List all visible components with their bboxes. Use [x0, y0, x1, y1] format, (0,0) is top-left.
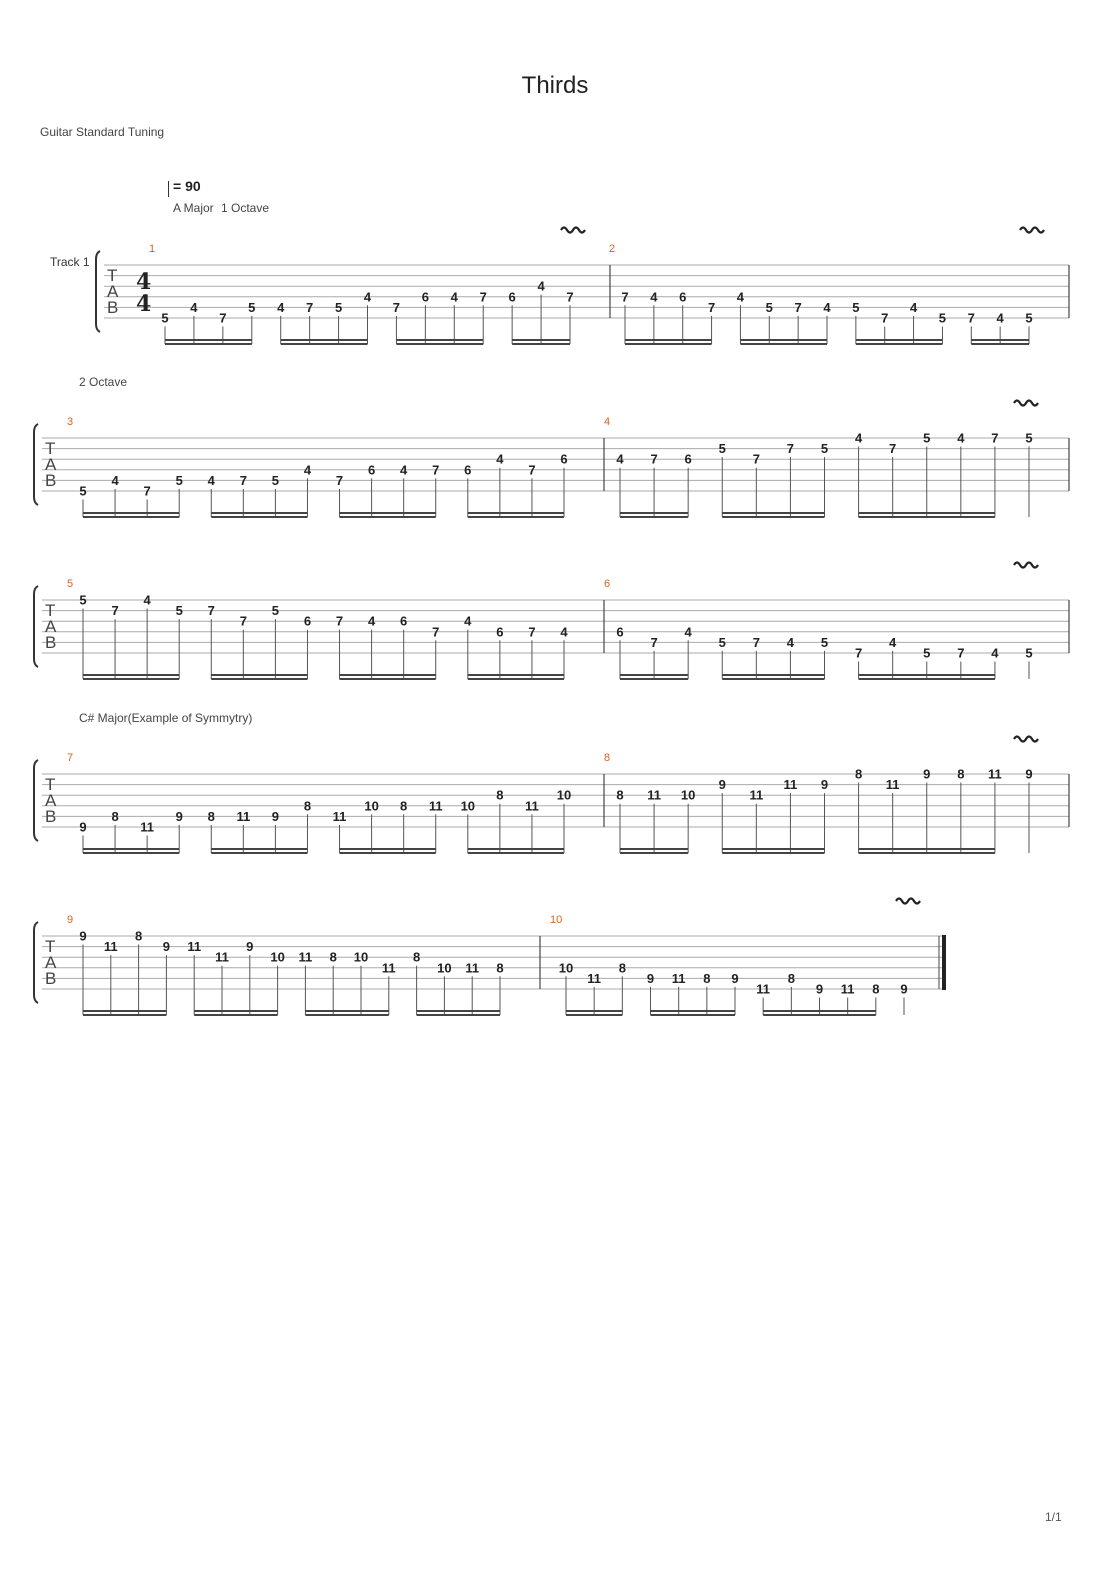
fret-number: 9: [79, 819, 87, 835]
fret-number: 4: [277, 299, 285, 315]
fret-number: 9: [1025, 766, 1033, 782]
fret-number: 10: [364, 798, 379, 814]
fret-number: 4: [616, 451, 624, 467]
fret-number: 9: [815, 981, 824, 997]
measure-number: 9: [67, 914, 74, 926]
fret-number: 7: [752, 451, 760, 467]
fret-number: 11: [988, 766, 1002, 782]
fret-number: 5: [718, 441, 726, 457]
fret-number: 11: [840, 981, 855, 997]
fret-number: 7: [650, 451, 658, 467]
song-title: Thirds: [521, 72, 589, 99]
fret-number: 7: [219, 310, 227, 326]
fret-number: 7: [306, 299, 314, 315]
fret-number: 5: [334, 299, 343, 315]
fret-number: 9: [923, 766, 931, 782]
tab-clef-letter: T: [45, 439, 56, 458]
tuning-label: Guitar Standard Tuning: [40, 125, 165, 139]
fret-number: 7: [528, 624, 536, 640]
fret-number: 7: [786, 441, 795, 457]
fret-number: 5: [1025, 430, 1033, 446]
tab-clef-letter: B: [45, 969, 57, 988]
fret-number: 10: [437, 960, 452, 976]
fret-number: 11: [428, 798, 443, 814]
fret-number: 6: [679, 289, 687, 305]
tab-clef-letter: B: [107, 298, 119, 317]
fret-number: 11: [187, 939, 202, 955]
vibrato-icon: [1014, 563, 1038, 568]
tab-clef-letter: T: [107, 266, 118, 285]
tab-clef-letter: A: [107, 282, 119, 301]
fret-number: 5: [175, 472, 183, 488]
fret-number: 5: [923, 645, 931, 661]
measure-number: 1: [149, 243, 156, 255]
fret-number: 4: [450, 289, 458, 305]
system-bracket: [34, 424, 38, 505]
tab-clef-letter: A: [45, 791, 57, 810]
fret-number: 5: [79, 592, 87, 608]
fret-number: 7: [432, 624, 440, 640]
fret-number: 4: [560, 624, 568, 640]
fret-number: 5: [718, 634, 726, 650]
fret-number: 4: [303, 462, 312, 478]
fret-number: 6: [421, 289, 429, 305]
fret-number: 10: [460, 798, 476, 814]
fret-number: 9: [162, 939, 171, 955]
fret-number: 5: [938, 310, 947, 326]
fret-number: 6: [508, 289, 516, 305]
fret-number: 9: [731, 970, 739, 986]
fret-number: 4: [367, 613, 376, 629]
fret-number: 5: [923, 430, 931, 446]
fret-number: 11: [756, 981, 771, 997]
fret-number: 7: [143, 483, 151, 499]
fret-number: 11: [749, 787, 764, 803]
fret-number: 10: [558, 960, 574, 976]
fret-number: 9: [246, 939, 254, 955]
time-signature-top: 4: [136, 269, 152, 295]
fret-number: 4: [464, 613, 472, 629]
fret-number: 4: [650, 289, 658, 305]
fret-number: 6: [496, 624, 504, 640]
fret-number: 8: [303, 798, 312, 814]
fret-number: 7: [335, 613, 344, 629]
fret-number: 11: [525, 798, 539, 814]
fret-number: 4: [736, 289, 745, 305]
vibrato-icon: [1020, 228, 1044, 233]
fret-number: 11: [103, 939, 118, 955]
fret-number: 7: [752, 634, 760, 650]
fret-number: 4: [889, 634, 897, 650]
fret-number: 11: [298, 949, 313, 965]
fret-number: 7: [854, 645, 863, 661]
fret-number: 4: [823, 299, 831, 315]
tab-clef-letter: A: [45, 953, 57, 972]
fret-number: 8: [618, 960, 626, 976]
fret-number: 7: [566, 289, 574, 305]
time-signature-bottom: 4: [136, 291, 152, 317]
fret-number: 11: [140, 819, 155, 835]
vibrato-icon: [896, 899, 920, 904]
fret-number: 11: [236, 808, 251, 824]
track-label: Track 1: [50, 255, 90, 269]
fret-number: 4: [957, 430, 965, 446]
fret-number: 6: [684, 451, 692, 467]
measure-number: 3: [67, 416, 74, 428]
fret-number: 7: [392, 299, 401, 315]
fret-number: 7: [881, 310, 889, 326]
fret-number: 9: [79, 928, 87, 944]
fret-number: 8: [207, 808, 215, 824]
system-bracket: [96, 251, 100, 332]
measure-number: 5: [67, 578, 74, 590]
fret-number: 7: [889, 441, 897, 457]
measure-number: 8: [604, 752, 611, 764]
fret-number: 8: [496, 787, 504, 803]
fret-number: 6: [464, 462, 472, 478]
fret-number: 7: [794, 299, 802, 315]
fret-number: 7: [707, 299, 716, 315]
fret-number: 7: [967, 310, 975, 326]
fret-number: 5: [765, 299, 773, 315]
fret-number: 8: [111, 808, 119, 824]
fret-number: 7: [111, 603, 119, 619]
vibrato-icon: [561, 228, 585, 233]
fret-number: 7: [991, 430, 999, 446]
fret-number: 8: [872, 981, 880, 997]
fret-number: 4: [991, 645, 999, 661]
fret-number: 4: [996, 310, 1004, 326]
fret-number: 7: [432, 462, 440, 478]
section-label-1-octave: 1 Octave: [221, 201, 270, 215]
fret-number: 8: [854, 766, 863, 782]
fret-number: 4: [684, 624, 692, 640]
fret-number: 9: [646, 970, 655, 986]
fret-number: 8: [616, 787, 624, 803]
measure-number: 2: [609, 243, 616, 255]
fret-number: 7: [621, 289, 629, 305]
section-label-2-octave: 2 Octave: [79, 375, 128, 389]
fret-number: 4: [786, 634, 795, 650]
fret-number: 5: [820, 441, 829, 457]
measure-number: 7: [67, 752, 74, 764]
fret-number: 11: [465, 960, 480, 976]
fret-number: 4: [363, 289, 372, 305]
fret-number: 5: [79, 483, 87, 499]
fret-number: 8: [496, 960, 504, 976]
fret-number: 4: [143, 592, 151, 608]
fret-number: 9: [900, 981, 908, 997]
tab-clef-letter: T: [45, 937, 56, 956]
fret-number: 6: [560, 451, 568, 467]
fret-number: 5: [1025, 645, 1033, 661]
section-label-a-major: A Major: [173, 201, 214, 215]
fret-number: 10: [556, 787, 572, 803]
fret-number: 4: [496, 451, 504, 467]
fret-number: 7: [239, 613, 247, 629]
fret-number: 6: [303, 613, 312, 629]
fret-number: 11: [587, 970, 602, 986]
fret-number: 11: [647, 787, 661, 803]
fret-number: 11: [783, 777, 798, 793]
fret-number: 8: [787, 970, 795, 986]
fret-number: 8: [412, 949, 421, 965]
fret-number: 8: [134, 928, 143, 944]
fret-number: 5: [248, 299, 256, 315]
fret-number: 11: [381, 960, 396, 976]
system-bracket: [34, 922, 38, 1003]
fret-number: 5: [161, 310, 169, 326]
fret-number: 7: [207, 603, 215, 619]
fret-number: 7: [239, 472, 247, 488]
tempo-marking: = 90: [173, 178, 201, 194]
vibrato-icon: [1014, 737, 1038, 742]
fret-number: 11: [215, 949, 229, 965]
measure-number: 10: [550, 914, 563, 926]
fret-number: 4: [207, 472, 215, 488]
fret-number: 9: [175, 808, 183, 824]
tab-clef-letter: B: [45, 807, 57, 826]
tab-clef-letter: T: [45, 601, 56, 620]
fret-number: 7: [479, 289, 487, 305]
measure-number: 4: [604, 416, 611, 428]
tab-clef-letter: A: [45, 617, 57, 636]
fret-number: 9: [271, 808, 280, 824]
tab-clef-letter: B: [45, 633, 57, 652]
measure-number: 6: [604, 578, 611, 590]
page-number: 1/1: [1045, 1510, 1062, 1524]
fret-number: 7: [335, 472, 344, 488]
fret-number: 6: [400, 613, 408, 629]
fret-number: 4: [854, 430, 863, 446]
fret-number: 8: [400, 798, 408, 814]
fret-number: 8: [329, 949, 337, 965]
system-bracket: [34, 760, 38, 841]
section-label-c-sharp-major: C# Major(Example of Symmytry): [79, 711, 253, 725]
fret-number: 8: [957, 766, 965, 782]
fret-number: 5: [820, 634, 829, 650]
fret-number: 5: [852, 299, 860, 315]
fret-number: 5: [271, 603, 280, 619]
fret-number: 5: [271, 472, 280, 488]
fret-number: 11: [332, 808, 347, 824]
fret-number: 7: [650, 634, 658, 650]
tab-clef-letter: B: [45, 471, 57, 490]
fret-number: 4: [190, 299, 198, 315]
fret-number: 4: [111, 472, 119, 488]
vibrato-icon: [1014, 401, 1038, 406]
fret-number: 10: [680, 787, 696, 803]
fret-number: 9: [718, 777, 726, 793]
fret-number: 7: [957, 645, 965, 661]
tab-clef-letter: A: [45, 455, 57, 474]
fret-number: 4: [909, 299, 918, 315]
fret-number: 5: [175, 603, 183, 619]
fret-number: 7: [528, 462, 536, 478]
system-bracket: [34, 586, 38, 667]
fret-number: 5: [1025, 310, 1033, 326]
fret-number: 6: [616, 624, 624, 640]
fret-number: 6: [367, 462, 376, 478]
fret-number: 9: [820, 777, 829, 793]
fret-number: 4: [400, 462, 408, 478]
fret-number: 10: [270, 949, 285, 965]
fret-number: 10: [353, 949, 369, 965]
fret-number: 8: [703, 970, 711, 986]
fret-number: 11: [671, 970, 686, 986]
tab-clef-letter: T: [45, 775, 56, 794]
fret-number: 4: [537, 278, 545, 294]
fret-number: 11: [885, 777, 900, 793]
